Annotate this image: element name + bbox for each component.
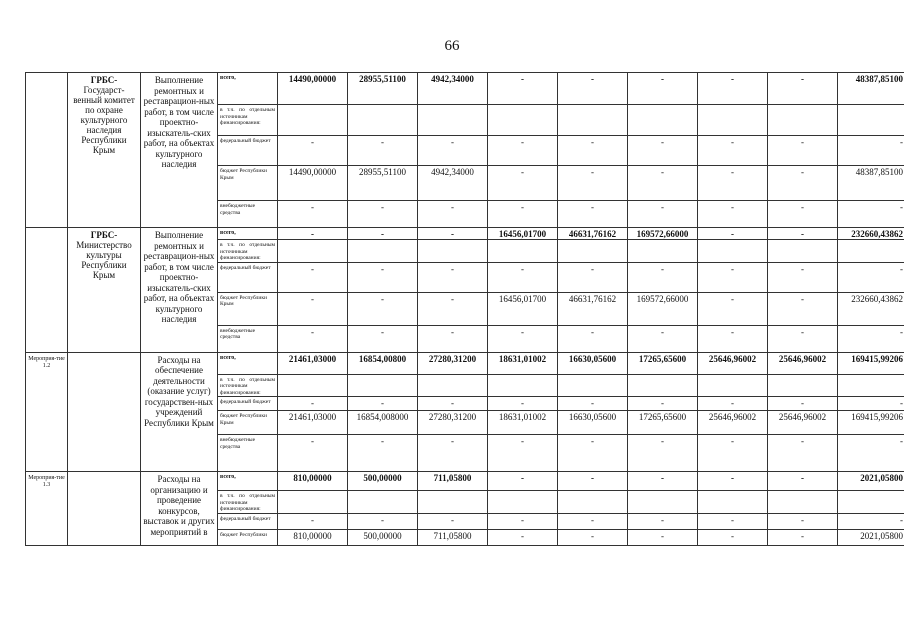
budget-table — [25, 72, 904, 546]
value-cell: - — [348, 325, 418, 352]
value-cell — [348, 105, 418, 136]
executor-name: Министерство культуры Республики Крым — [76, 240, 132, 280]
value-cell: - — [558, 529, 628, 545]
value-cell: 16456,01700 — [488, 292, 558, 325]
value-cell: - — [278, 262, 348, 292]
value-cell: - — [558, 166, 628, 201]
value-cell — [698, 491, 768, 514]
value-cell: 25646,96002 — [768, 352, 838, 374]
measure-cell: Мероприя-тие 1.3 — [26, 472, 68, 546]
measure-name-cell: Выполнение ремонтных и реставрацион-ных работ, в том числе проектно-изыскатель-ских работ, на объектах культурного наследия — [141, 73, 218, 228]
value-cell: - — [768, 529, 838, 545]
executor-cell — [68, 472, 141, 546]
value-cell — [348, 240, 418, 263]
value-cell: 48387,85100 — [838, 166, 904, 201]
table-row — [26, 352, 904, 374]
value-cell: - — [418, 136, 488, 166]
value-cell: - — [558, 513, 628, 529]
value-cell: - — [558, 136, 628, 166]
value-cell: - — [558, 472, 628, 491]
value-cell: - — [628, 435, 698, 472]
value-cell: - — [348, 513, 418, 529]
value-cell: 169572,66000 — [628, 292, 698, 325]
value-cell: 17265,65600 — [628, 352, 698, 374]
value-cell — [628, 240, 698, 263]
value-cell: 25646,96002 — [698, 352, 768, 374]
value-cell: - — [558, 201, 628, 228]
value-cell: - — [838, 397, 904, 411]
value-cell: - — [628, 397, 698, 411]
value-cell: - — [418, 262, 488, 292]
value-cell: - — [768, 325, 838, 352]
value-cell — [348, 491, 418, 514]
source-label: в т.ч. по отдельным источникам финансирования: — [218, 374, 278, 397]
value-cell — [488, 491, 558, 514]
source-label: в т.ч. по отдельным источникам финансирования: — [218, 105, 278, 136]
source-label: внебюджетные средства — [218, 201, 278, 228]
value-cell: - — [698, 292, 768, 325]
value-cell — [278, 491, 348, 514]
executor-cell — [68, 73, 141, 228]
value-cell: 16630,05600 — [558, 411, 628, 435]
value-cell: 232660,43862 — [838, 228, 904, 240]
value-cell — [628, 105, 698, 136]
value-cell: 16630,05600 — [558, 352, 628, 374]
value-cell — [558, 105, 628, 136]
value-cell: - — [488, 73, 558, 105]
value-cell — [838, 491, 904, 514]
value-cell — [278, 374, 348, 397]
value-cell: 232660,43862 — [838, 292, 904, 325]
value-cell: - — [488, 325, 558, 352]
value-cell: - — [348, 228, 418, 240]
value-cell: - — [488, 136, 558, 166]
measure-name-cell: Выполнение ремонтных и реставрацион-ных работ, в том числе проектно-изыскатель-ских работ, на объектах культурного наследия — [141, 228, 218, 353]
value-cell: - — [698, 201, 768, 228]
value-cell — [838, 374, 904, 397]
value-cell: - — [278, 397, 348, 411]
value-cell: - — [698, 262, 768, 292]
table-row — [26, 472, 904, 491]
value-cell: 169572,66000 — [628, 228, 698, 240]
source-label: федеральный бюджет — [218, 136, 278, 166]
value-cell: 500,00000 — [348, 472, 418, 491]
value-cell: - — [348, 201, 418, 228]
value-cell: - — [628, 325, 698, 352]
value-cell: - — [768, 472, 838, 491]
value-cell: - — [768, 73, 838, 105]
value-cell: - — [558, 435, 628, 472]
value-cell: 16854,008000 — [348, 411, 418, 435]
value-cell: - — [488, 166, 558, 201]
value-cell: - — [558, 73, 628, 105]
value-cell: 810,00000 — [278, 472, 348, 491]
value-cell — [768, 105, 838, 136]
value-cell: 25646,96002 — [698, 411, 768, 435]
value-cell: - — [768, 136, 838, 166]
value-cell: - — [768, 201, 838, 228]
value-cell: - — [418, 201, 488, 228]
value-cell: 46631,76162 — [558, 292, 628, 325]
value-cell: - — [418, 435, 488, 472]
value-cell: 810,00000 — [278, 529, 348, 545]
table-row — [26, 73, 904, 105]
value-cell: - — [488, 201, 558, 228]
source-label: всего, — [218, 472, 278, 491]
value-cell: 27280,31200 — [418, 352, 488, 374]
value-cell: - — [278, 513, 348, 529]
value-cell — [278, 105, 348, 136]
value-cell: 18631,01002 — [488, 352, 558, 374]
source-label: внебюджетные средства — [218, 435, 278, 472]
source-label: федеральный бюджет — [218, 513, 278, 529]
source-label: бюджет Республики Крым — [218, 411, 278, 435]
value-cell: - — [278, 435, 348, 472]
value-cell: - — [698, 435, 768, 472]
value-cell: - — [348, 435, 418, 472]
value-cell: - — [418, 513, 488, 529]
value-cell: 25646,96002 — [768, 411, 838, 435]
value-cell: 2021,05800 — [838, 472, 904, 491]
value-cell: - — [418, 292, 488, 325]
value-cell — [418, 105, 488, 136]
source-label: федеральный бюджет — [218, 262, 278, 292]
executor-cell — [68, 352, 141, 472]
value-cell: 500,00000 — [348, 529, 418, 545]
value-cell: - — [628, 201, 698, 228]
value-cell: - — [278, 325, 348, 352]
value-cell: - — [488, 472, 558, 491]
source-label: бюджет Республики Крым — [218, 166, 278, 201]
value-cell: 46631,76162 — [558, 228, 628, 240]
value-cell: - — [768, 262, 838, 292]
source-label: всего, — [218, 228, 278, 240]
value-cell: - — [558, 262, 628, 292]
value-cell: 21461,03000 — [278, 411, 348, 435]
page-number: 66 — [444, 38, 460, 54]
value-cell: - — [418, 325, 488, 352]
value-cell: - — [418, 228, 488, 240]
executor-name: Государст-венный комитет по охране культурного наследия Республики Крым — [73, 85, 135, 155]
value-cell: - — [488, 529, 558, 545]
value-cell: 28955,51100 — [348, 166, 418, 201]
value-cell: - — [838, 201, 904, 228]
measure-cell — [26, 73, 68, 228]
value-cell — [418, 240, 488, 263]
value-cell: - — [838, 435, 904, 472]
source-label: бюджет Республики Крым — [218, 292, 278, 325]
value-cell: - — [488, 513, 558, 529]
value-cell: - — [348, 136, 418, 166]
measure-name-cell: Расходы на обеспечение деятельности (оказание услуг) государствен-ных учреждений Республики Крым — [141, 352, 218, 472]
value-cell — [488, 105, 558, 136]
value-cell — [418, 374, 488, 397]
value-cell: - — [348, 262, 418, 292]
value-cell: - — [698, 136, 768, 166]
value-cell: - — [488, 397, 558, 411]
source-label: в т.ч. по отдельным источникам финансирования: — [218, 240, 278, 263]
value-cell: - — [698, 73, 768, 105]
value-cell: - — [278, 292, 348, 325]
value-cell: 169415,99206 — [838, 411, 904, 435]
value-cell — [558, 491, 628, 514]
value-cell — [698, 374, 768, 397]
value-cell: - — [768, 513, 838, 529]
value-cell: - — [768, 292, 838, 325]
value-cell: - — [418, 397, 488, 411]
value-cell: - — [628, 262, 698, 292]
value-cell: 14490,00000 — [278, 166, 348, 201]
executor-title: ГРБС- — [90, 230, 118, 240]
measure-cell: Мероприя-тие 1.2 — [26, 352, 68, 472]
value-cell: - — [488, 262, 558, 292]
value-cell — [838, 105, 904, 136]
value-cell: 4942,34000 — [418, 73, 488, 105]
value-cell: - — [348, 292, 418, 325]
value-cell: 18631,01002 — [488, 411, 558, 435]
value-cell: 4942,34000 — [418, 166, 488, 201]
source-label: бюджет Республики — [218, 529, 278, 545]
value-cell: - — [838, 262, 904, 292]
value-cell: - — [628, 513, 698, 529]
value-cell: 27280,31200 — [418, 411, 488, 435]
value-cell: - — [278, 201, 348, 228]
value-cell: - — [348, 397, 418, 411]
value-cell: - — [698, 397, 768, 411]
measure-name-cell: Расходы на организацию и проведение конкурсов, выставок и других мероприятий в — [141, 472, 218, 546]
value-cell: 17265,65600 — [628, 411, 698, 435]
value-cell — [278, 240, 348, 263]
source-label: внебюджетные средства — [218, 325, 278, 352]
value-cell: 169415,99206 — [838, 352, 904, 374]
source-label: в т.ч. по отдельным источникам финансирования: — [218, 491, 278, 514]
value-cell — [768, 240, 838, 263]
value-cell — [628, 491, 698, 514]
value-cell: - — [768, 166, 838, 201]
value-cell: - — [628, 136, 698, 166]
value-cell — [838, 240, 904, 263]
value-cell: 2021,05800 — [838, 529, 904, 545]
value-cell: - — [628, 166, 698, 201]
value-cell: - — [628, 472, 698, 491]
executor-cell — [68, 228, 141, 353]
value-cell — [418, 491, 488, 514]
value-cell — [488, 374, 558, 397]
value-cell — [488, 240, 558, 263]
value-cell: - — [698, 472, 768, 491]
value-cell: - — [698, 325, 768, 352]
source-label: всего, — [218, 352, 278, 374]
value-cell: - — [838, 325, 904, 352]
value-cell — [768, 491, 838, 514]
value-cell: - — [628, 529, 698, 545]
value-cell — [698, 105, 768, 136]
value-cell: 21461,03000 — [278, 352, 348, 374]
value-cell: - — [768, 397, 838, 411]
value-cell: 14490,00000 — [278, 73, 348, 105]
value-cell: - — [838, 136, 904, 166]
value-cell: 48387,85100 — [838, 73, 904, 105]
value-cell: 711,05800 — [418, 472, 488, 491]
value-cell — [768, 374, 838, 397]
value-cell: - — [628, 73, 698, 105]
value-cell: - — [838, 513, 904, 529]
value-cell: - — [768, 228, 838, 240]
measure-cell — [26, 228, 68, 353]
value-cell: - — [698, 228, 768, 240]
value-cell: - — [488, 435, 558, 472]
executor-title: ГРБС- — [90, 75, 118, 85]
value-cell: - — [558, 325, 628, 352]
value-cell: 711,05800 — [418, 529, 488, 545]
value-cell — [558, 240, 628, 263]
source-label: всего, — [218, 73, 278, 105]
value-cell — [558, 374, 628, 397]
value-cell: - — [768, 435, 838, 472]
value-cell — [628, 374, 698, 397]
value-cell — [348, 374, 418, 397]
value-cell: - — [278, 228, 348, 240]
table-row — [26, 228, 904, 240]
value-cell: - — [278, 136, 348, 166]
value-cell: 16854,00800 — [348, 352, 418, 374]
source-label: федеральный бюджет — [218, 397, 278, 411]
value-cell: 16456,01700 — [488, 228, 558, 240]
value-cell: - — [558, 397, 628, 411]
value-cell: 28955,51100 — [348, 73, 418, 105]
value-cell — [698, 240, 768, 263]
value-cell: - — [698, 166, 768, 201]
value-cell: - — [698, 529, 768, 545]
value-cell: - — [698, 513, 768, 529]
